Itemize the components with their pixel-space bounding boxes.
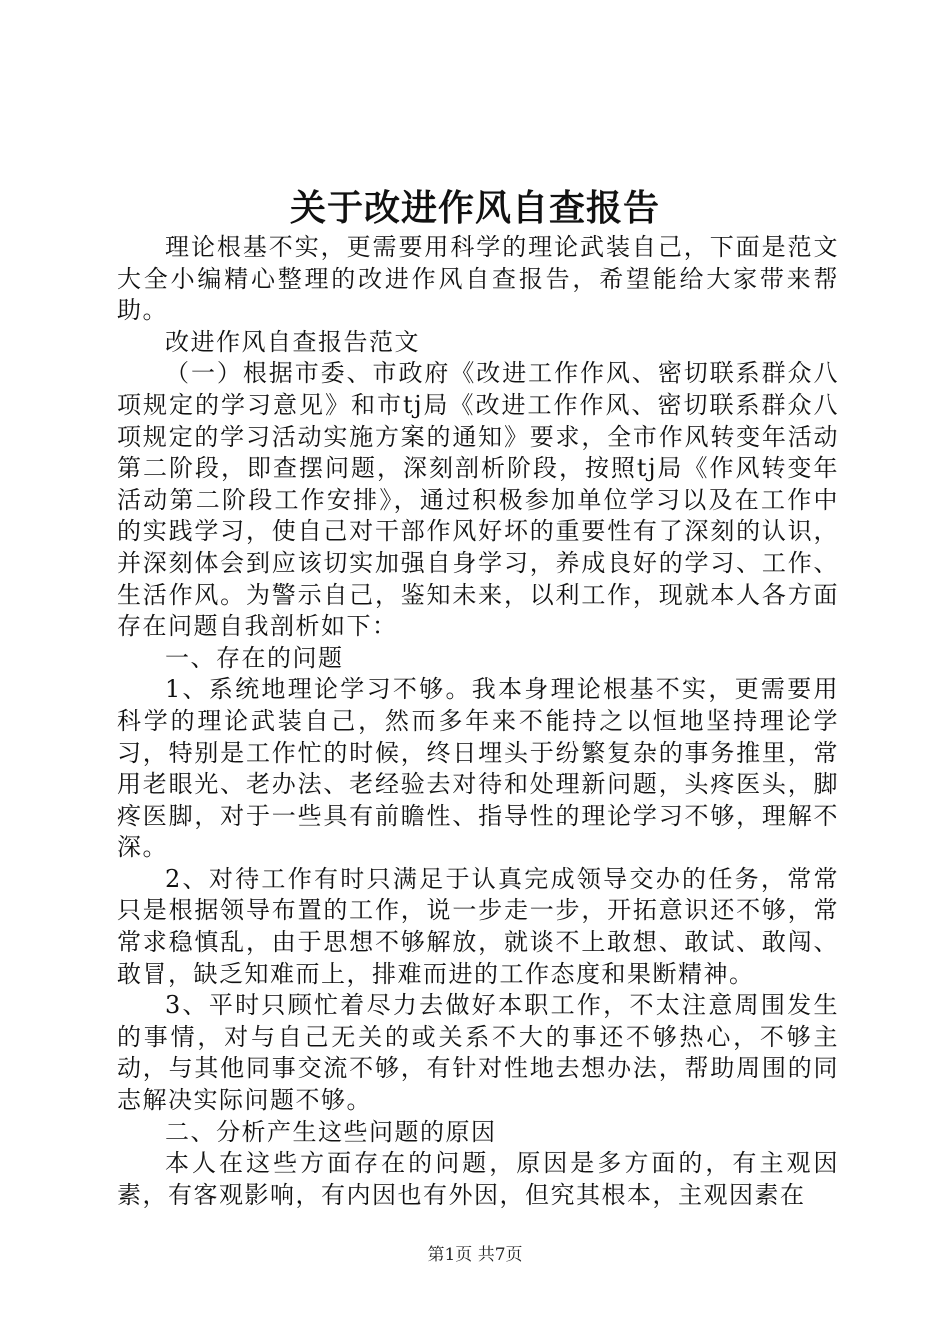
paragraph: （一）根据市委、市政府《改进工作作风、密切联系群众八项规定的学习意见》和市tj局《改进工作作风、密切联系群众八项规定的学习活动实施方案的通知》要求，全市作风转变年活动第二阶段，即查摆问题，深刻剖析阶段，按照tj局《作风转变年活动第二阶段工作安排》，通过积极参加单位学习以及在工作中的实践学习，使自己对干部作风好坏的重要性有了深刻的认识，并深刻体会到应该切实加强自身学习，养成良好的学习、工作、生活作风。为警示自己，鉴知未来，以利工作，现就本人各方面存在问题自我剖析如下： [117, 359, 839, 641]
paragraph: 2、对待工作有时只满足于认真完成领导交办的任务，常常只是根据领导布置的工作，说一步走一步，开拓意识还不够，常常求稳慎乱，由于思想不够解放，就谈不上敢想、敢试、敢闯、敢冒，缺乏知难而上，排难而进的工作态度和果断精神。 [117, 864, 839, 988]
document-title: 关于改进作风自查报告 [289, 187, 660, 229]
paragraph: 改进作风自查报告范文 [165, 327, 420, 356]
section-heading: 一、存在的问题 [165, 643, 344, 672]
document-body [117, 232, 839, 1211]
paragraph: 本人在这些方面存在的问题，原因是多方面的，有主观因素，有客观影响，有内因也有外因，但究其根本，主观因素在 [117, 1149, 839, 1209]
page-number-footer: 第1页 共7页 [427, 1245, 523, 1265]
paragraph: 1、系统地理论学习不够。我本身理论根基不实，更需要用科学的理论武装自己，然而多年来不能持之以恒地坚持理论学习，特别是工作忙的时候，终日埋头于纷繁复杂的事务推里，常用老眼光、老办法、老经验去对待和处理新问题，头疼医头，脚疼医脚，对于一些具有前瞻性、指导性的理论学习不够，理解不深。 [117, 675, 839, 862]
section-heading: 二、分析产生这些问题的原因 [165, 1117, 497, 1146]
paragraph: 3、平时只顾忙着尽力去做好本职工作，不太注意周围发生的事情，对与自己无关的或关系不大的事还不够热心，不够主动，与其他同事交流不够，有针对性地去想办法，帮助周围的同志解决实际问题不够。 [117, 991, 839, 1115]
paragraph: 理论根基不实，更需要用科学的理论武装自己，下面是范文大全小编精心整理的改进作风自查报告，希望能给大家带来帮助。 [117, 233, 839, 325]
